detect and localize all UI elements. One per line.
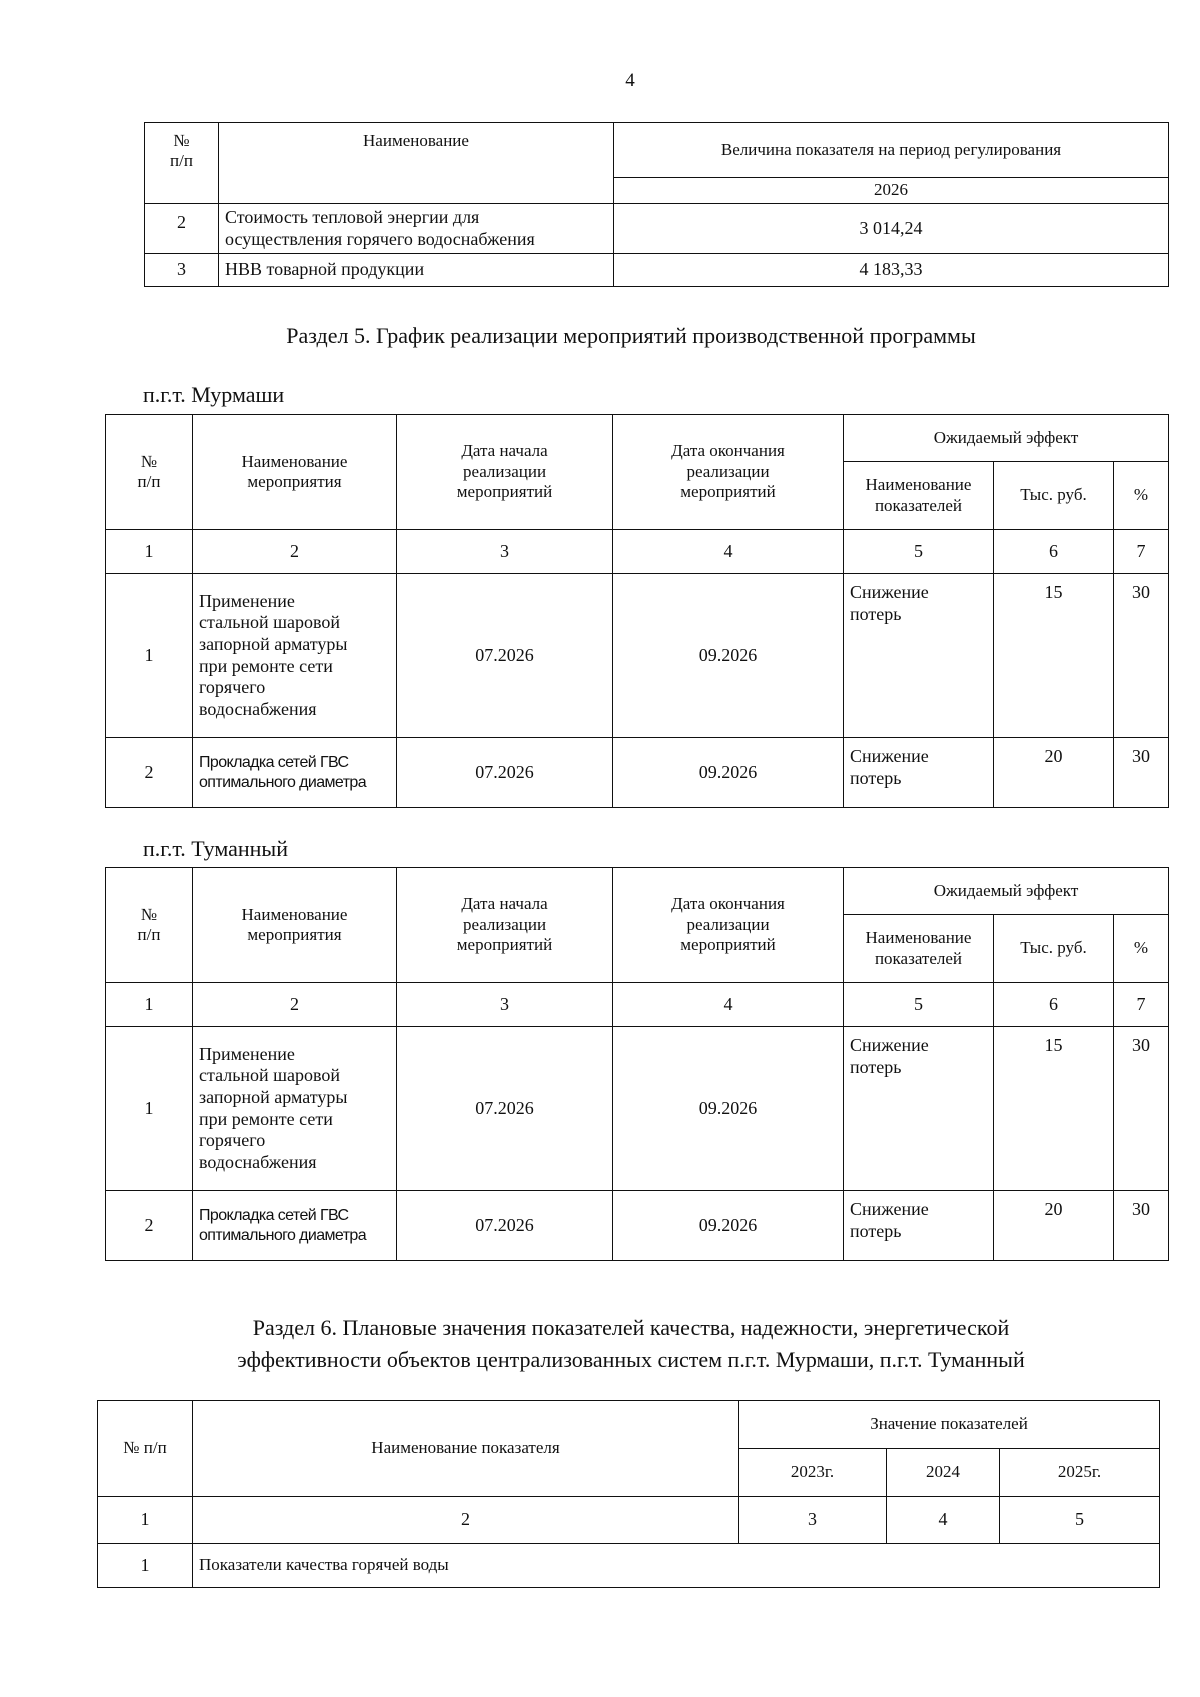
section5-title: Раздел 5. График реализации мероприятий производственной программы [286, 323, 976, 348]
row-thousand-rub: 15 [994, 574, 1114, 738]
col-number: 3 [397, 530, 613, 574]
header-percent: % [1114, 462, 1169, 530]
row-start: 07.2026 [397, 1191, 613, 1261]
table-row [145, 204, 1169, 254]
table1-row2-value: 4 183,33 [614, 254, 1169, 287]
row-num: 2 [106, 738, 193, 808]
schedule-table-tumanny [105, 867, 1169, 1261]
col-number: 4 [613, 983, 844, 1027]
header-name: Наименование мероприятия [193, 415, 397, 530]
table6-year-2025: 2025г. [1000, 1449, 1160, 1497]
col-number: 7 [1114, 530, 1169, 574]
col-number: 3 [397, 983, 613, 1027]
table-row [106, 1027, 1169, 1191]
row-end: 09.2026 [613, 1191, 844, 1261]
col-number: 3 [739, 1497, 887, 1544]
column-numbers-row [106, 530, 1169, 574]
col-number: 2 [193, 983, 397, 1027]
row-name: Применение стальной шаровой запорной арматуры при ремонте сети горячего водоснабжения [193, 574, 397, 738]
table1-row2-name: НВВ товарной продукции [219, 254, 614, 287]
header-thousand-rub: Тыс. руб. [994, 915, 1114, 983]
row-num: 2 [106, 1191, 193, 1261]
row-thousand-rub: 15 [994, 1027, 1114, 1191]
schedule-table-murmashi [105, 414, 1169, 808]
table-row [145, 254, 1169, 287]
tariff-values-table [144, 122, 1169, 287]
header-name: Наименование мероприятия [193, 868, 397, 983]
table-row [106, 738, 1169, 808]
table1-row1-name: Стоимость тепловой энергии для осуществления горячего водоснабжения [219, 204, 614, 254]
header-start: Дата начала реализации мероприятий [397, 415, 613, 530]
table1-row1-num: 2 [145, 204, 219, 254]
col-number: 6 [994, 983, 1114, 1027]
col-number: 5 [1000, 1497, 1160, 1544]
row-indicator: Снижение потерь [844, 1027, 994, 1191]
table6-header-name: Наименование показателя [193, 1401, 739, 1497]
row-indicator: Снижение потерь [844, 738, 994, 808]
row-start: 07.2026 [397, 738, 613, 808]
col-number: 1 [106, 530, 193, 574]
row-name: Прокладка сетей ГВС оптимального диаметра [193, 738, 397, 808]
row-end: 09.2026 [613, 738, 844, 808]
table6-header-values: Значение показателей [739, 1401, 1160, 1449]
header-indicator: Наименование показателей [844, 915, 994, 983]
row-start: 07.2026 [397, 1027, 613, 1191]
location-murmashi: п.г.т. Мурмаши [143, 382, 285, 407]
row-indicator: Снижение потерь [844, 1191, 994, 1261]
col-number: 4 [887, 1497, 1000, 1544]
table1-row1-value: 3 014,24 [614, 204, 1169, 254]
table-row [106, 1191, 1169, 1261]
col-number: 5 [844, 530, 994, 574]
table1-header-num: № п/п [145, 123, 219, 204]
header-start: Дата начала реализации мероприятий [397, 868, 613, 983]
header-end: Дата окончания реализации мероприятий [613, 868, 844, 983]
header-effect: Ожидаемый эффект [844, 868, 1169, 915]
row-name: Прокладка сетей ГВС оптимального диаметра [193, 1191, 397, 1261]
header-end: Дата окончания реализации мероприятий [613, 415, 844, 530]
row-thousand-rub: 20 [994, 738, 1114, 808]
col-number: 1 [106, 983, 193, 1027]
col-number: 1 [98, 1497, 193, 1544]
table6-row-name: Показатели качества горячей воды [193, 1544, 1160, 1588]
column-numbers-row [106, 983, 1169, 1027]
table6-year-2024: 2024 [887, 1449, 1000, 1497]
quality-indicators-table [97, 1400, 1160, 1588]
row-start: 07.2026 [397, 574, 613, 738]
col-number: 6 [994, 530, 1114, 574]
header-num: № п/п [106, 868, 193, 983]
header-percent: % [1114, 915, 1169, 983]
row-percent: 30 [1114, 1027, 1169, 1191]
row-indicator: Снижение потерь [844, 574, 994, 738]
col-number: 5 [844, 983, 994, 1027]
table1-header-name: Наименование [219, 123, 614, 204]
header-num: № п/п [106, 415, 193, 530]
row-percent: 30 [1114, 1191, 1169, 1261]
header-thousand-rub: Тыс. руб. [994, 462, 1114, 530]
table-row [98, 1544, 1160, 1588]
table6-row-num: 1 [98, 1544, 193, 1588]
row-percent: 30 [1114, 574, 1169, 738]
location-tumanny: п.г.т. Туманный [143, 836, 288, 861]
row-end: 09.2026 [613, 1027, 844, 1191]
row-end: 09.2026 [613, 574, 844, 738]
table6-year-2023: 2023г. [739, 1449, 887, 1497]
row-percent: 30 [1114, 738, 1169, 808]
col-number: 4 [613, 530, 844, 574]
header-indicator: Наименование показателей [844, 462, 994, 530]
table1-header-value: Величина показателя на период регулирования [614, 123, 1169, 178]
col-number: 2 [193, 1497, 739, 1544]
row-num: 1 [106, 574, 193, 738]
col-number: 2 [193, 530, 397, 574]
table-row [106, 574, 1169, 738]
section6-title: Раздел 6. Плановые значения показателей качества, надежности, энергетической эффективности объектов централизованных систем п.г.т. Мурмаши, п.г.т. Туманный [237, 1315, 1025, 1372]
column-numbers-row [98, 1497, 1160, 1544]
table1-row2-num: 3 [145, 254, 219, 287]
row-name: Применение стальной шаровой запорной арматуры при ремонте сети горячего водоснабжения [193, 1027, 397, 1191]
row-thousand-rub: 20 [994, 1191, 1114, 1261]
row-num: 1 [106, 1027, 193, 1191]
header-effect: Ожидаемый эффект [844, 415, 1169, 462]
table1-header-year: 2026 [614, 178, 1169, 204]
table6-header-num: № п/п [98, 1401, 193, 1497]
page-number: 4 [625, 70, 635, 91]
col-number: 7 [1114, 983, 1169, 1027]
